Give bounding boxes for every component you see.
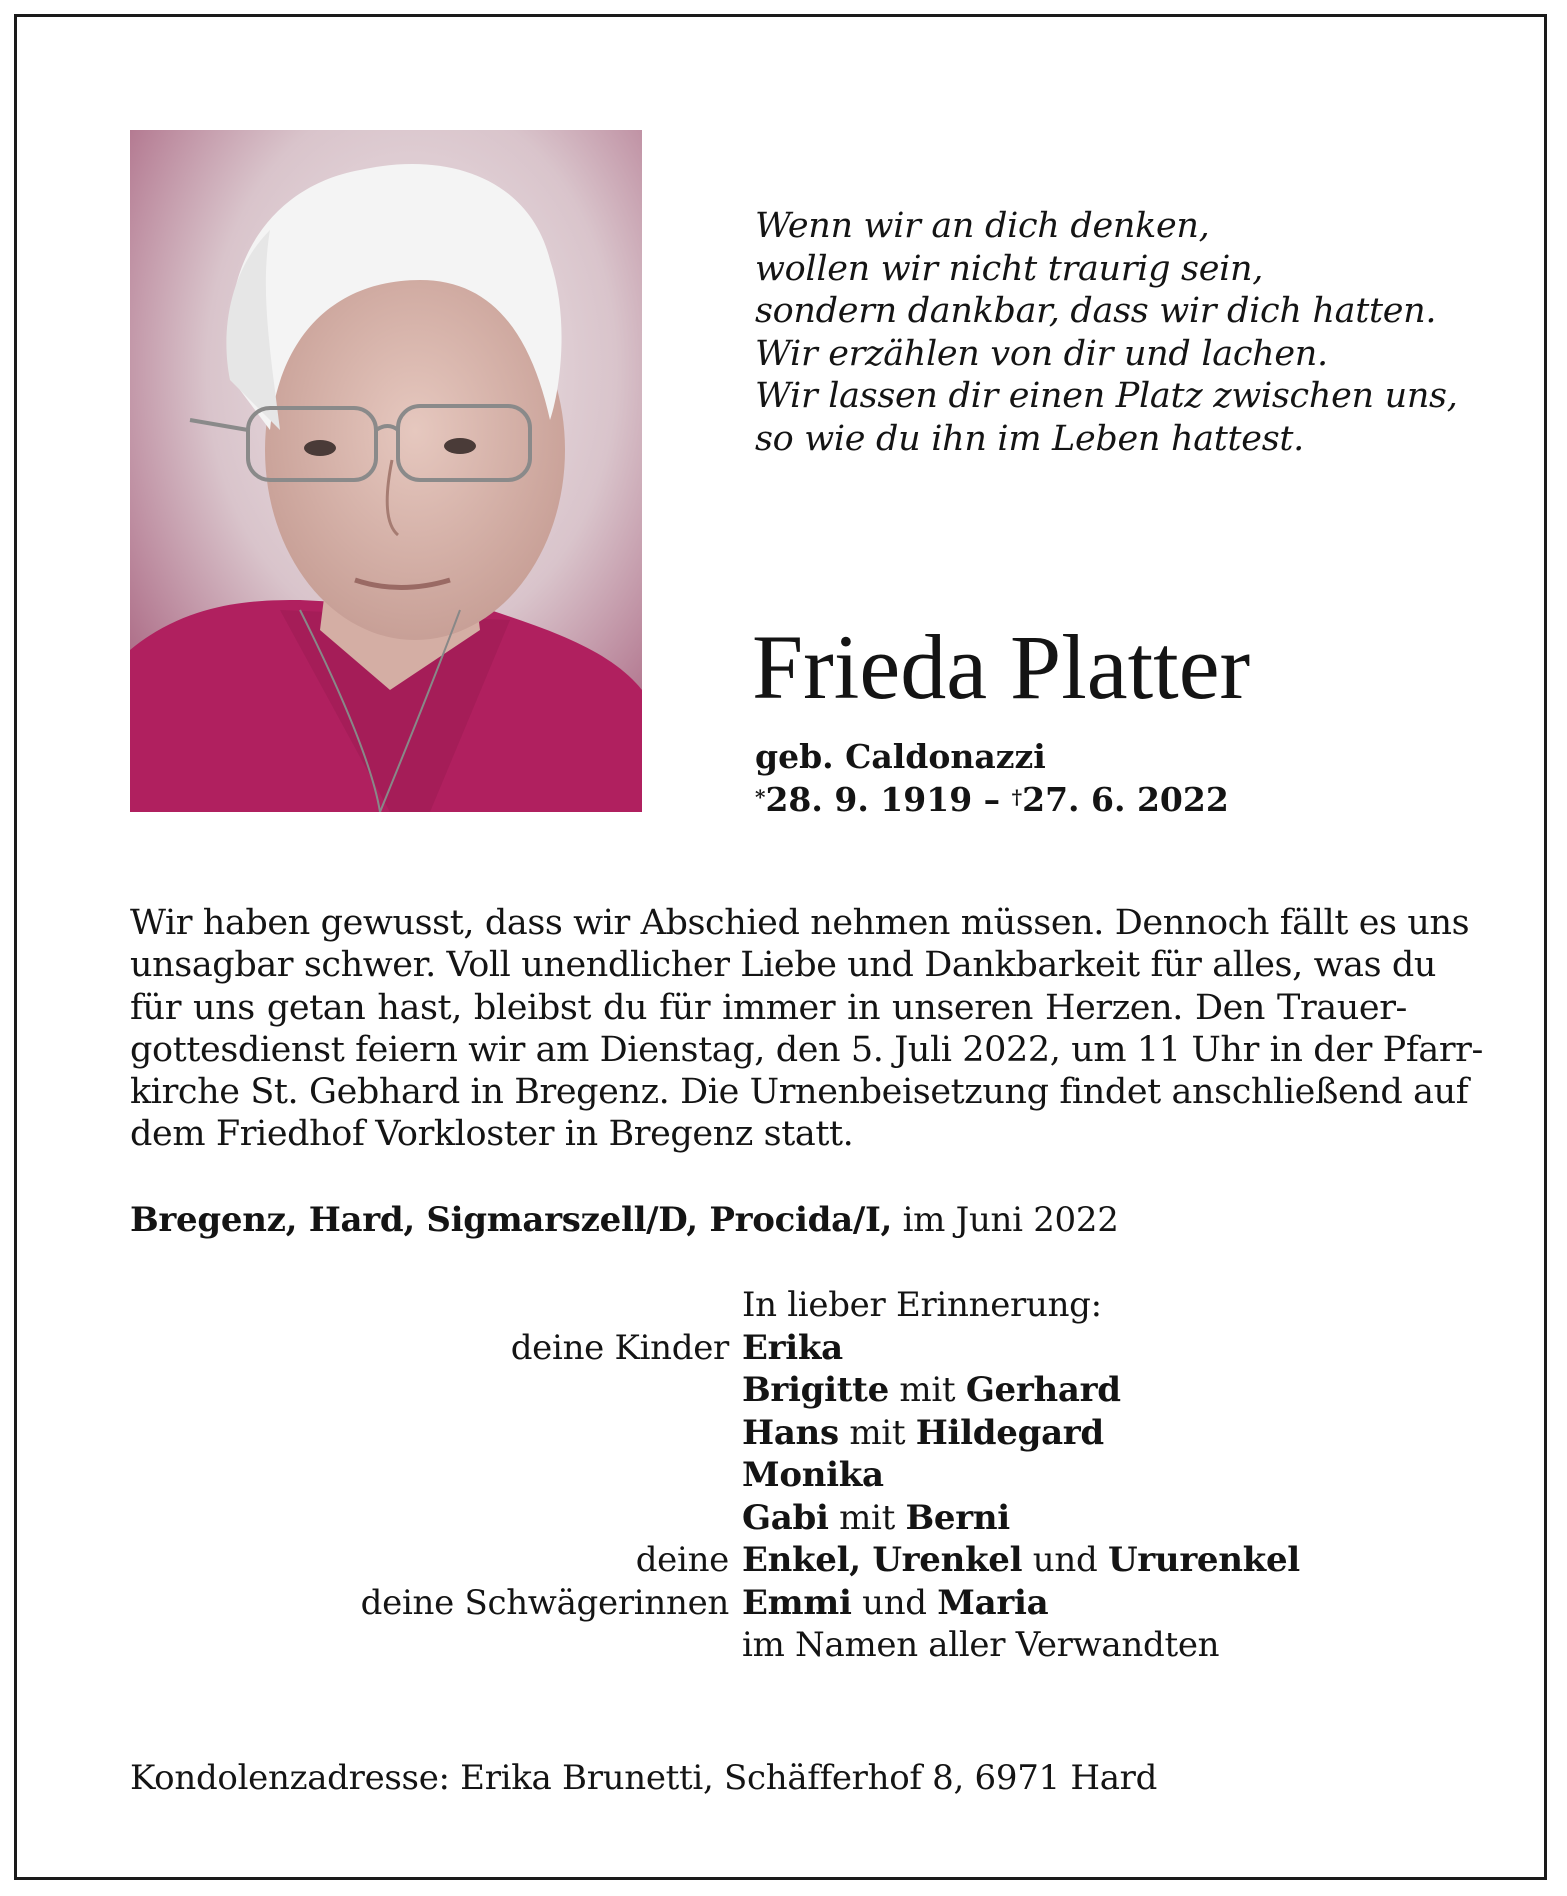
great-great-grandchildren: Ururenkel <box>1107 1540 1300 1580</box>
message-line: gottesdienst feiern wir am Dienstag, den 5. Juli 2022, um 11 Uhr in der Pfarr- <box>130 1029 1483 1070</box>
sister-in-law-name: Maria <box>937 1582 1049 1623</box>
farewell-message <box>130 902 1483 1156</box>
death-symbol: † <box>1011 785 1023 809</box>
joiner: und <box>851 1582 938 1623</box>
partner-name: Berni <box>905 1497 1010 1538</box>
life-dates <box>755 778 1229 821</box>
grandchildren: Enkel, Urenkel <box>742 1540 1023 1580</box>
memorial-poem <box>755 205 1475 460</box>
child-name: Brigitte <box>742 1370 889 1410</box>
kinder-label: deine Kinder <box>510 1327 729 1368</box>
deceased-name: Frieda Platter <box>752 616 1251 718</box>
poem-line: so wie du ihn im Leben hattest. <box>755 418 1304 459</box>
message-line: Wir haben gewusst, dass wir Abschied nehmen müssen. Dennoch fällt es uns <box>130 903 1470 943</box>
joiner: mit <box>828 1497 906 1538</box>
places-and-date <box>130 1198 1119 1242</box>
message-line: kirche St. Gebhard in Bregenz. Die Urnenbeisetzung findet anschließend auf <box>130 1072 1469 1113</box>
joiner: mit <box>838 1412 916 1453</box>
poem-line: Wir erzählen von dir und lachen. <box>755 333 1328 374</box>
sister-in-law-name: Emmi <box>742 1582 852 1623</box>
birth-symbol: * <box>755 785 766 809</box>
signatures <box>130 1284 1430 1667</box>
enkel-label: deine <box>635 1540 729 1580</box>
poem-line: Wir lassen dir einen Platz zwischen uns, <box>755 376 1458 416</box>
portrait-photo <box>130 130 642 812</box>
maiden-name: geb. Caldonazzi <box>755 737 1046 776</box>
message-line: dem Friedhof Vorkloster in Bregenz statt. <box>130 1114 854 1155</box>
schwaegerinnen-label: deine Schwägerinnen <box>360 1582 729 1623</box>
poem-line: Wenn wir an dich denken, <box>755 206 1210 246</box>
birth-date: 28. 9. 1919 <box>765 780 973 819</box>
partner-name: Hildegard <box>915 1412 1104 1453</box>
closing-line: im Namen aller Verwandten <box>742 1625 1220 1665</box>
death-date: 27. 6. 2022 <box>1022 780 1229 819</box>
child-name: Erika <box>742 1327 843 1368</box>
child-name: Hans <box>742 1412 839 1453</box>
poem-line: sondern dankbar, dass wir dich hatten. <box>755 291 1437 331</box>
partner-name: Gerhard <box>965 1370 1121 1410</box>
birth-info <box>755 735 1229 821</box>
condolence-address: Kondolenzadresse: Erika Brunetti, Schäfferhof 8, 6971 Hard <box>130 1758 1158 1798</box>
child-name: Gabi <box>742 1497 829 1538</box>
signatures-intro: In lieber Erinnerung: <box>742 1285 1102 1325</box>
message-line: für uns getan hast, bleibst du für immer in unseren Herzen. Den Trauer- <box>130 987 1407 1028</box>
message-line: unsagbar schwer. Voll unendlicher Liebe und Dankbarkeit für alles, was du <box>130 945 1437 986</box>
poem-line: wollen wir nicht traurig sein, <box>755 248 1264 289</box>
joiner: mit <box>888 1370 966 1410</box>
notice-date: im Juni 2022 <box>892 1200 1119 1240</box>
date-separator: – <box>972 780 1012 819</box>
child-name: Monika <box>742 1455 884 1495</box>
joiner: und <box>1022 1540 1108 1580</box>
places-list: Bregenz, Hard, Sigmarszell/D, Procida/I, <box>130 1200 893 1240</box>
